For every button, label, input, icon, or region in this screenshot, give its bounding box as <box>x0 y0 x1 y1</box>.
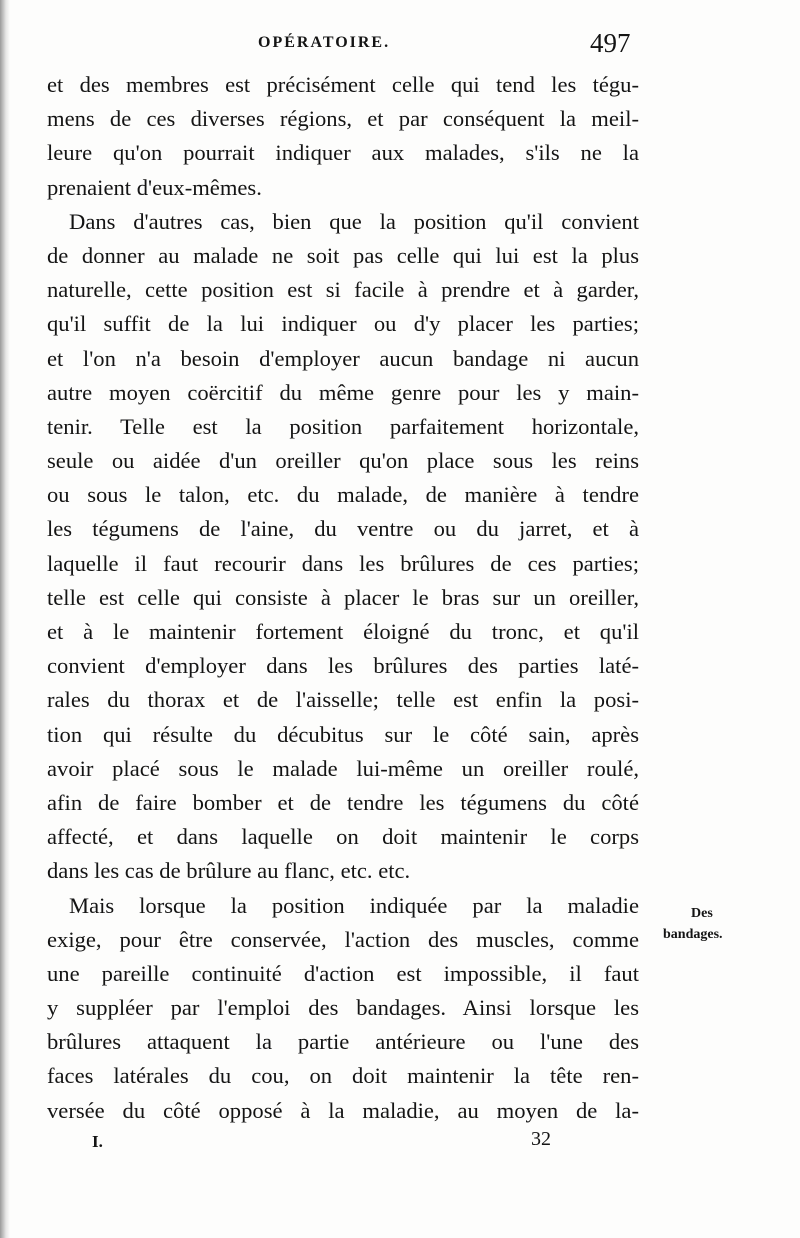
text-line: faces latérales du cou, on doit maintenir la tête ren- <box>47 1063 639 1089</box>
text-line: y suppléer par l'emploi des bandages. Ainsi lorsque les <box>47 995 639 1021</box>
text-line: tion qui résulte du décubitus sur le côté sain, après <box>47 721 639 747</box>
text-line: prenaient d'eux-mêmes. <box>47 174 262 200</box>
text-line: laquelle il faut recourir dans les brûlures de ces parties; <box>47 550 639 576</box>
text-line: naturelle, cette position est si facile à prendre et à garder, <box>47 277 639 303</box>
text-line: tenir. Telle est la position parfaitement horizontale, <box>47 413 639 439</box>
text-line: qu'il suffit de la lui indiquer ou d'y placer les parties; <box>47 311 639 337</box>
gutter-shadow <box>0 0 10 1238</box>
gathering-number: 32 <box>531 1128 551 1150</box>
text-line: afin de faire bomber et de tendre les tégumens du côté <box>47 789 639 815</box>
page-number: 497 <box>590 28 631 58</box>
signature-mark: I. <box>92 1132 103 1151</box>
paragraph-start-line: Dans d'autres cas, bien que la position qu'il convient <box>69 208 639 234</box>
text-line: et l'on n'a besoin d'employer aucun bandage ni aucun <box>47 345 639 371</box>
margin-note-line: Des <box>691 906 713 921</box>
body-text <box>47 68 639 1128</box>
running-title: OPÉRATOIRE. <box>258 34 391 51</box>
text-line: mens de ces diverses régions, et par conséquent la meil- <box>47 106 639 132</box>
margin-note <box>663 903 773 945</box>
text-line: affecté, et dans laquelle on doit maintenir le corps <box>47 824 639 850</box>
text-line: telle est celle qui consiste à placer le bras sur un oreiller, <box>47 584 639 610</box>
text-line: brûlures attaquent la partie antérieure ou l'une des <box>47 1029 639 1055</box>
text-line: leure qu'on pourrait indiquer aux malades, s'ils ne la <box>47 140 639 166</box>
text-line: autre moyen coërcitif du même genre pour les y main- <box>47 379 639 405</box>
text-line: ou sous le talon, etc. du malade, de manière à tendre <box>47 482 639 508</box>
text-line: une pareille continuité d'action est impossible, il faut <box>47 960 639 986</box>
text-line: seule ou aidée d'un oreiller qu'on place sous les reins <box>47 448 639 474</box>
text-line: les tégumens de l'aine, du ventre ou du jarret, et à <box>47 516 639 542</box>
text-line: exige, pour être conservée, l'action des muscles, comme <box>47 926 639 952</box>
paragraph-start-line: Mais lorsque la position indiquée par la maladie <box>69 892 639 918</box>
text-line: versée du côté opposé à la maladie, au moyen de la- <box>47 1097 639 1123</box>
text-line: et des membres est précisément celle qui tend les tégu- <box>47 72 639 97</box>
text-line: dans les cas de brûlure au flanc, etc. etc. <box>47 858 411 884</box>
text-line: et à le maintenir fortement éloigné du tronc, et qu'il <box>47 619 639 644</box>
text-line: rales du thorax et de l'aisselle; telle est enfin la posi- <box>47 687 639 713</box>
text-line: de donner au malade ne soit pas celle qui lui est la plus <box>47 242 639 268</box>
text-line: avoir placé sous le malade lui-même un oreiller roulé, <box>47 755 639 781</box>
margin-note-line: bandages. <box>663 927 723 942</box>
text-line: convient d'employer dans les brûlures des parties laté- <box>47 653 639 679</box>
